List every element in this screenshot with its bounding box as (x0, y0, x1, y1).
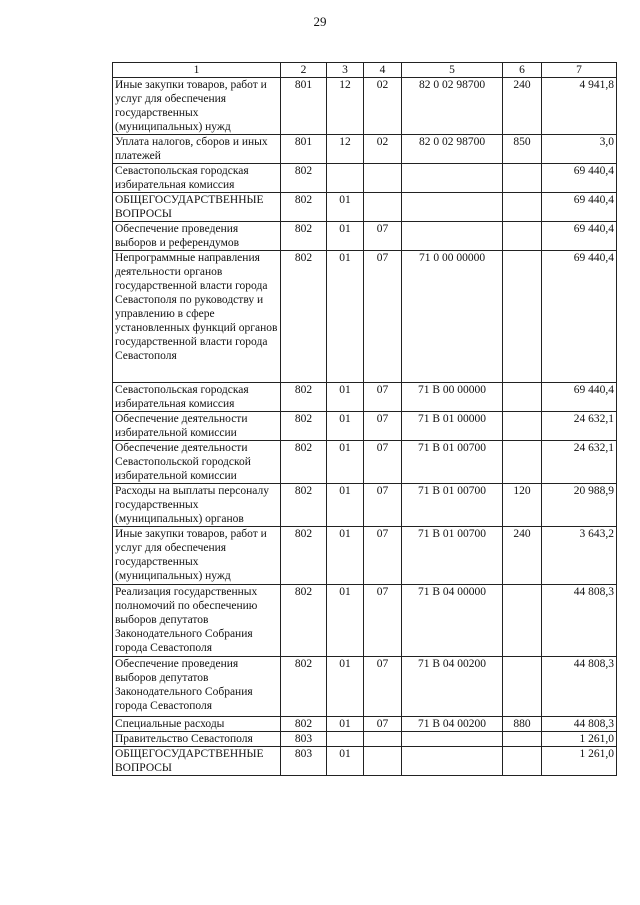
table-row (113, 251, 617, 383)
table-row (113, 747, 617, 776)
header-cell: 2 (281, 63, 327, 78)
row-type: 850 (503, 135, 542, 164)
row-target (402, 222, 503, 251)
row-code: 801 (281, 135, 327, 164)
header-cell: 3 (327, 63, 364, 78)
row-subsection: 02 (364, 135, 402, 164)
table-row (113, 222, 617, 251)
row-subsection: 07 (364, 585, 402, 657)
row-target: 82 0 02 98700 (402, 135, 503, 164)
row-name: Иные закупки товаров, работ и услуг для обеспечения государственных (муниципальных) нужд (113, 78, 281, 135)
row-name: Обеспечение деятельности Севастопольской городской избирательной комиссии (113, 441, 281, 484)
row-target: 82 0 02 98700 (402, 78, 503, 135)
row-target: 71 В 01 00700 (402, 484, 503, 527)
row-target (402, 193, 503, 222)
row-name: Реализация государственных полномочий по обеспечению выборов депутатов Законодательного Собрания города Севастополя (113, 585, 281, 657)
header-cell: 1 (113, 63, 281, 78)
row-type (503, 251, 542, 383)
row-sum: 44 808,3 (542, 717, 617, 732)
row-target: 71 В 01 00700 (402, 527, 503, 585)
row-code: 803 (281, 732, 327, 747)
row-type (503, 657, 542, 717)
row-code: 802 (281, 164, 327, 193)
row-name: Иные закупки товаров, работ и услуг для обеспечения государственных (муниципальных) нужд (113, 527, 281, 585)
row-target: 71 В 04 00200 (402, 717, 503, 732)
row-section: 01 (327, 441, 364, 484)
row-type (503, 222, 542, 251)
row-name: Севастопольская городская избирательная комиссия (113, 383, 281, 412)
table-row (113, 164, 617, 193)
row-subsection: 02 (364, 78, 402, 135)
header-cell: 6 (503, 63, 542, 78)
row-sum: 69 440,4 (542, 251, 617, 383)
row-subsection: 07 (364, 441, 402, 484)
row-code: 802 (281, 383, 327, 412)
row-section: 01 (327, 527, 364, 585)
row-target (402, 732, 503, 747)
row-name: Расходы на выплаты персоналу государственных (муниципальных) органов (113, 484, 281, 527)
row-section: 12 (327, 78, 364, 135)
row-sum: 69 440,4 (542, 383, 617, 412)
row-target: 71 В 04 00000 (402, 585, 503, 657)
table-row (113, 527, 617, 585)
row-type (503, 732, 542, 747)
row-code: 802 (281, 251, 327, 383)
budget-table (112, 62, 617, 776)
row-sum: 44 808,3 (542, 585, 617, 657)
row-code: 802 (281, 657, 327, 717)
row-sum: 69 440,4 (542, 222, 617, 251)
row-code: 802 (281, 585, 327, 657)
row-code: 802 (281, 484, 327, 527)
row-name: Севастопольская городская избирательная комиссия (113, 164, 281, 193)
row-name: Обеспечение деятельности избирательной комиссии (113, 412, 281, 441)
row-sum: 3 643,2 (542, 527, 617, 585)
table-row (113, 78, 617, 135)
row-section: 01 (327, 383, 364, 412)
row-subsection: 07 (364, 527, 402, 585)
row-code: 801 (281, 78, 327, 135)
row-section: 01 (327, 484, 364, 527)
table-row (113, 657, 617, 717)
table-row (113, 193, 617, 222)
row-type (503, 585, 542, 657)
table-row (113, 412, 617, 441)
header-cell: 7 (542, 63, 617, 78)
row-type: 240 (503, 527, 542, 585)
row-sum: 1 261,0 (542, 732, 617, 747)
row-target (402, 747, 503, 776)
row-section: 01 (327, 251, 364, 383)
row-type (503, 193, 542, 222)
row-sum: 44 808,3 (542, 657, 617, 717)
table-row (113, 717, 617, 732)
row-section: 01 (327, 222, 364, 251)
row-section: 01 (327, 193, 364, 222)
row-target: 71 0 00 00000 (402, 251, 503, 383)
row-subsection: 07 (364, 657, 402, 717)
row-name: Обеспечение проведения выборов и референдумов (113, 222, 281, 251)
row-section: 01 (327, 412, 364, 441)
row-code: 802 (281, 222, 327, 251)
row-name: ОБЩЕГОСУДАРСТВЕННЫЕ ВОПРОСЫ (113, 193, 281, 222)
row-sum: 24 632,1 (542, 441, 617, 484)
row-section: 01 (327, 747, 364, 776)
row-type (503, 441, 542, 484)
row-name: Правительство Севастополя (113, 732, 281, 747)
table-header-row (113, 63, 617, 78)
row-sum: 1 261,0 (542, 747, 617, 776)
row-code: 802 (281, 441, 327, 484)
row-name: Уплата налогов, сборов и иных платежей (113, 135, 281, 164)
header-cell: 5 (402, 63, 503, 78)
row-type: 880 (503, 717, 542, 732)
row-target: 71 В 00 00000 (402, 383, 503, 412)
row-code: 802 (281, 412, 327, 441)
row-name: ОБЩЕГОСУДАРСТВЕННЫЕ ВОПРОСЫ (113, 747, 281, 776)
row-code: 802 (281, 527, 327, 585)
row-code: 802 (281, 717, 327, 732)
row-sum: 24 632,1 (542, 412, 617, 441)
table-row (113, 484, 617, 527)
row-target: 71 В 01 00700 (402, 441, 503, 484)
table-row (113, 732, 617, 747)
row-subsection (364, 164, 402, 193)
row-subsection: 07 (364, 412, 402, 441)
row-section: 01 (327, 717, 364, 732)
row-type (503, 164, 542, 193)
row-name: Специальные расходы (113, 717, 281, 732)
row-subsection (364, 747, 402, 776)
row-target: 71 В 01 00000 (402, 412, 503, 441)
row-type: 240 (503, 78, 542, 135)
row-sum: 20 988,9 (542, 484, 617, 527)
row-subsection: 07 (364, 383, 402, 412)
header-cell: 4 (364, 63, 402, 78)
row-sum: 69 440,4 (542, 193, 617, 222)
table-row (113, 441, 617, 484)
row-type (503, 383, 542, 412)
row-section: 01 (327, 657, 364, 717)
row-code: 803 (281, 747, 327, 776)
row-type: 120 (503, 484, 542, 527)
row-type (503, 747, 542, 776)
row-sum: 69 440,4 (542, 164, 617, 193)
row-sum: 4 941,8 (542, 78, 617, 135)
table-row (113, 383, 617, 412)
table-row (113, 585, 617, 657)
row-target: 71 В 04 00200 (402, 657, 503, 717)
row-subsection: 07 (364, 251, 402, 383)
row-section: 01 (327, 585, 364, 657)
row-section (327, 732, 364, 747)
table-row (113, 135, 617, 164)
row-subsection: 07 (364, 222, 402, 251)
row-name: Непрограммные направления деятельности органов государственной власти города Севастополя по руководству и управлению в сфере установленных функций органов государственной власти города Севастополя (113, 251, 281, 383)
row-code: 802 (281, 193, 327, 222)
row-subsection (364, 732, 402, 747)
page-number: 29 (313, 14, 327, 29)
row-subsection: 07 (364, 717, 402, 732)
row-subsection (364, 193, 402, 222)
row-subsection: 07 (364, 484, 402, 527)
row-type (503, 412, 542, 441)
row-section: 12 (327, 135, 364, 164)
row-sum: 3,0 (542, 135, 617, 164)
row-name: Обеспечение проведения выборов депутатов Законодательного Собрания города Севастополя (113, 657, 281, 717)
row-section (327, 164, 364, 193)
row-target (402, 164, 503, 193)
